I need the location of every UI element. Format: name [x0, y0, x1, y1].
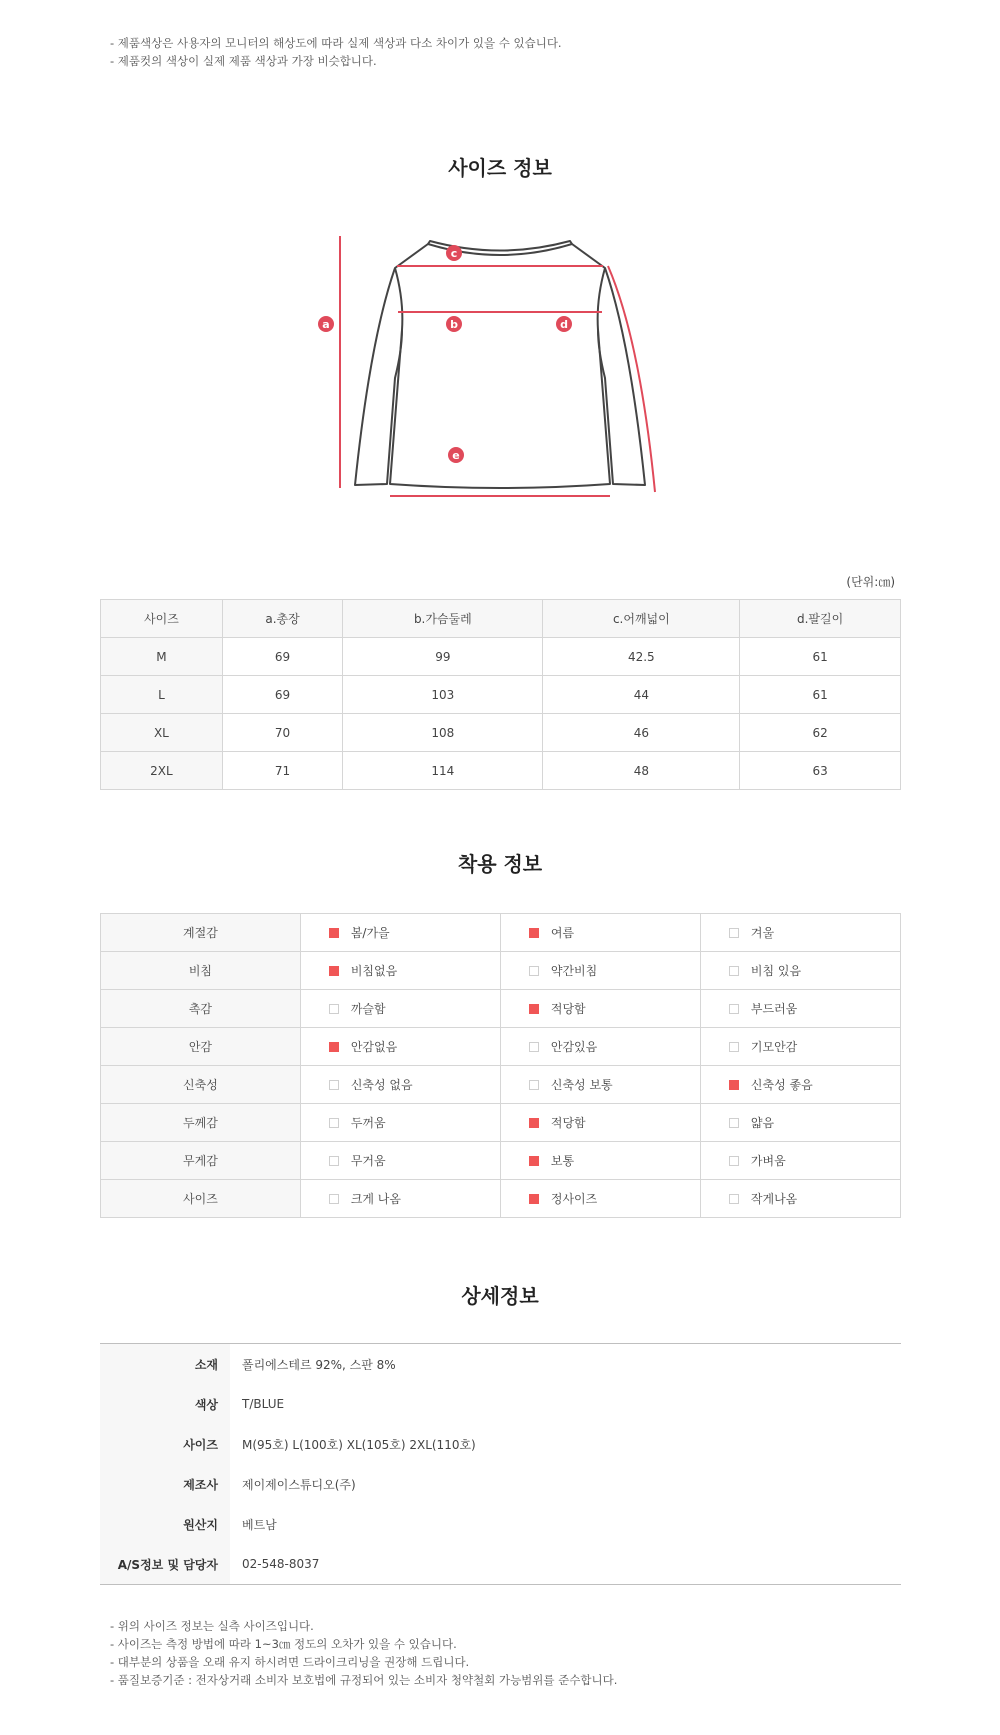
- fit-row-label: 두께감: [101, 1104, 301, 1142]
- fit-row: [101, 914, 901, 952]
- detail-label: A/S정보 및 담당자: [100, 1544, 230, 1585]
- detail-label: 원산지: [100, 1504, 230, 1544]
- detail-row: [100, 1424, 901, 1464]
- table-row: [101, 638, 901, 676]
- unit-label: (단위:㎝): [846, 575, 895, 589]
- fit-option: [300, 1142, 500, 1180]
- fit-option: [500, 1028, 700, 1066]
- fit-option: [300, 990, 500, 1028]
- unchecked-checkbox-icon: [729, 966, 739, 976]
- size-col-header: 사이즈: [101, 600, 223, 638]
- garment-body: [390, 268, 610, 488]
- fit-option: [500, 1180, 700, 1218]
- note-line: - 품질보증기준 : 전자상거래 소비자 보호법에 규정되어 있는 소비자 청약철회 가능범위를 준수합니다.: [110, 1673, 618, 1687]
- label-a: a: [322, 318, 330, 331]
- size-col-header: a.총장: [222, 600, 342, 638]
- size-cell: 69: [222, 676, 342, 714]
- fit-option: [700, 952, 900, 990]
- fit-row: [101, 1066, 901, 1104]
- checked-checkbox-icon: [529, 1118, 539, 1128]
- fit-option: [700, 1142, 900, 1180]
- checked-checkbox-icon: [529, 1156, 539, 1166]
- detail-label: 제조사: [100, 1464, 230, 1504]
- fit-option-label: 신축성 보통: [550, 1078, 613, 1092]
- size-cell: 108: [343, 714, 543, 752]
- unchecked-checkbox-icon: [529, 1042, 539, 1052]
- detail-value: M(95호) L(100호) XL(105호) 2XL(110호): [242, 1437, 476, 1452]
- fit-option: [500, 1066, 700, 1104]
- size-col-header: d.팔길이: [740, 600, 901, 638]
- detail-row: [100, 1344, 901, 1385]
- size-cell: M: [101, 638, 223, 676]
- size-cell: 46: [543, 714, 740, 752]
- size-cell: 2XL: [101, 752, 223, 790]
- size-cell: L: [101, 676, 223, 714]
- size-table: [100, 599, 901, 790]
- table-row: [101, 752, 901, 790]
- detail-value: 베트남: [242, 1517, 277, 1532]
- fit-row: [101, 1180, 901, 1218]
- fit-option-label: 봄/가을: [350, 926, 390, 940]
- fit-option-label: 두꺼움: [350, 1116, 386, 1130]
- checked-checkbox-icon: [329, 966, 339, 976]
- size-cell: 61: [740, 638, 901, 676]
- size-cell: 71: [222, 752, 342, 790]
- notes-bottom: [110, 1617, 617, 1689]
- fit-row-label: 계절감: [101, 914, 301, 952]
- note-line: - 위의 사이즈 정보는 실측 사이즈입니다.: [110, 1619, 314, 1633]
- fit-row-label: 비침: [101, 952, 301, 990]
- size-cell: 63: [740, 752, 901, 790]
- unchecked-checkbox-icon: [729, 928, 739, 938]
- fit-option-label: 안감있음: [550, 1040, 598, 1054]
- note-line: - 제품컷의 색상이 실제 제품 색상과 가장 비슷합니다.: [110, 54, 377, 68]
- garment-measurement-diagram: [322, 230, 650, 520]
- fit-option-label: 신축성 없음: [350, 1078, 413, 1092]
- fit-option: [500, 1142, 700, 1180]
- fit-row: [101, 952, 901, 990]
- checked-checkbox-icon: [529, 1004, 539, 1014]
- fit-option: [300, 952, 500, 990]
- fit-option: [700, 990, 900, 1028]
- size-cell: 42.5: [543, 638, 740, 676]
- unchecked-checkbox-icon: [329, 1080, 339, 1090]
- fit-row-label: 무게감: [101, 1142, 301, 1180]
- size-cell: 44: [543, 676, 740, 714]
- detail-value: 폴리에스테르 92%, 스판 8%: [242, 1357, 396, 1372]
- size-cell: XL: [101, 714, 223, 752]
- fit-option: [500, 914, 700, 952]
- fit-option-label: 무거움: [350, 1154, 386, 1168]
- unchecked-checkbox-icon: [729, 1194, 739, 1204]
- notes-top: [110, 34, 562, 70]
- fit-option-label: 적당함: [550, 1002, 586, 1016]
- fit-option: [700, 1028, 900, 1066]
- fit-option-label: 얇음: [750, 1116, 775, 1130]
- unchecked-checkbox-icon: [329, 1004, 339, 1014]
- detail-value: T/BLUE: [242, 1397, 285, 1411]
- size-table-header-row: [101, 600, 901, 638]
- checked-checkbox-icon: [329, 928, 339, 938]
- size-cell: 69: [222, 638, 342, 676]
- unchecked-checkbox-icon: [329, 1118, 339, 1128]
- fit-option-label: 안감없음: [350, 1040, 398, 1054]
- fit-row: [101, 1142, 901, 1180]
- fit-option: [500, 952, 700, 990]
- fit-row: [101, 990, 901, 1028]
- detail-row: [100, 1384, 901, 1424]
- fit-option: [300, 1104, 500, 1142]
- size-col-header: b.가슴둘레: [343, 600, 543, 638]
- checked-checkbox-icon: [729, 1080, 739, 1090]
- fit-option: [300, 1180, 500, 1218]
- fit-option-label: 적당함: [550, 1116, 586, 1130]
- fit-option-label: 비침없음: [350, 964, 398, 978]
- size-cell: 61: [740, 676, 901, 714]
- unchecked-checkbox-icon: [329, 1194, 339, 1204]
- fit-option-label: 신축성 좋음: [750, 1078, 813, 1092]
- fit-option: [300, 914, 500, 952]
- note-line: - 제품색상은 사용자의 모니터의 해상도에 따라 실제 색상과 다소 차이가 있을 수 있습니다.: [110, 36, 562, 50]
- note-line: - 사이즈는 측정 방법에 따라 1~3㎝ 정도의 오차가 있을 수 있습니다.: [110, 1637, 457, 1651]
- fit-option-label: 가벼움: [750, 1154, 786, 1168]
- table-row: [101, 714, 901, 752]
- fit-option-label: 크게 나옴: [350, 1192, 401, 1206]
- fit-row-label: 촉감: [101, 990, 301, 1028]
- size-cell: 62: [740, 714, 901, 752]
- fit-option-label: 약간비침: [550, 964, 598, 978]
- fit-option: [500, 1104, 700, 1142]
- unchecked-checkbox-icon: [729, 1004, 739, 1014]
- detail-label: 색상: [100, 1384, 230, 1424]
- fit-option-label: 까슬함: [350, 1002, 386, 1016]
- unchecked-checkbox-icon: [729, 1156, 739, 1166]
- size-cell: 114: [343, 752, 543, 790]
- fit-option-label: 비침 있음: [750, 964, 802, 978]
- detail-label: 소재: [100, 1344, 230, 1385]
- fit-option: [700, 1066, 900, 1104]
- garment-right-sleeve: [572, 244, 645, 485]
- label-b: b: [450, 318, 458, 331]
- size-cell: 99: [343, 638, 543, 676]
- fit-info-title: 착용 정보: [457, 852, 543, 876]
- label-c: c: [450, 247, 458, 260]
- fit-row-label: 안감: [101, 1028, 301, 1066]
- detail-value: 02-548-8037: [242, 1557, 320, 1571]
- fit-option-label: 정사이즈: [550, 1192, 598, 1206]
- unchecked-checkbox-icon: [729, 1118, 739, 1128]
- fit-option: [300, 1066, 500, 1104]
- size-cell: 103: [343, 676, 543, 714]
- checked-checkbox-icon: [529, 928, 539, 938]
- fit-option: [300, 1028, 500, 1066]
- unchecked-checkbox-icon: [329, 1156, 339, 1166]
- detail-table: [100, 1343, 901, 1585]
- detail-row: [100, 1544, 901, 1585]
- table-row: [101, 676, 901, 714]
- checked-checkbox-icon: [329, 1042, 339, 1052]
- fit-option-label: 기모안감: [750, 1040, 798, 1054]
- garment-left-sleeve: [355, 244, 428, 485]
- unchecked-checkbox-icon: [529, 966, 539, 976]
- note-line: - 대부분의 상품을 오래 유지 하시려면 드라이크리닝을 권장해 드립니다.: [110, 1655, 470, 1669]
- fit-option-label: 작게나옴: [750, 1192, 798, 1206]
- unchecked-checkbox-icon: [729, 1042, 739, 1052]
- detail-row: [100, 1464, 901, 1504]
- size-col-header: c.어깨넓이: [543, 600, 740, 638]
- fit-row-label: 신축성: [101, 1066, 301, 1104]
- size-cell: 70: [222, 714, 342, 752]
- fit-option: [700, 1180, 900, 1218]
- unchecked-checkbox-icon: [529, 1080, 539, 1090]
- fit-row: [101, 1028, 901, 1066]
- fit-option-label: 겨울: [750, 926, 775, 940]
- size-cell: 48: [543, 752, 740, 790]
- fit-option-label: 부드러움: [750, 1002, 798, 1016]
- detail-row: [100, 1504, 901, 1544]
- fit-option-label: 여름: [550, 926, 575, 940]
- fit-table: [100, 913, 901, 1218]
- fit-row-label: 사이즈: [101, 1180, 301, 1218]
- fit-row: [101, 1104, 901, 1142]
- detail-label: 사이즈: [100, 1424, 230, 1464]
- fit-option: [700, 1104, 900, 1142]
- fit-option-label: 보통: [550, 1154, 575, 1168]
- detail-info-title: 상세정보: [461, 1284, 539, 1308]
- label-d: d: [560, 318, 568, 331]
- label-e: e: [452, 449, 460, 462]
- size-info-title: 사이즈 정보: [448, 156, 552, 180]
- checked-checkbox-icon: [529, 1194, 539, 1204]
- fit-option: [500, 990, 700, 1028]
- detail-value: 제이제이스튜디오(주): [242, 1477, 356, 1492]
- fit-option: [700, 914, 900, 952]
